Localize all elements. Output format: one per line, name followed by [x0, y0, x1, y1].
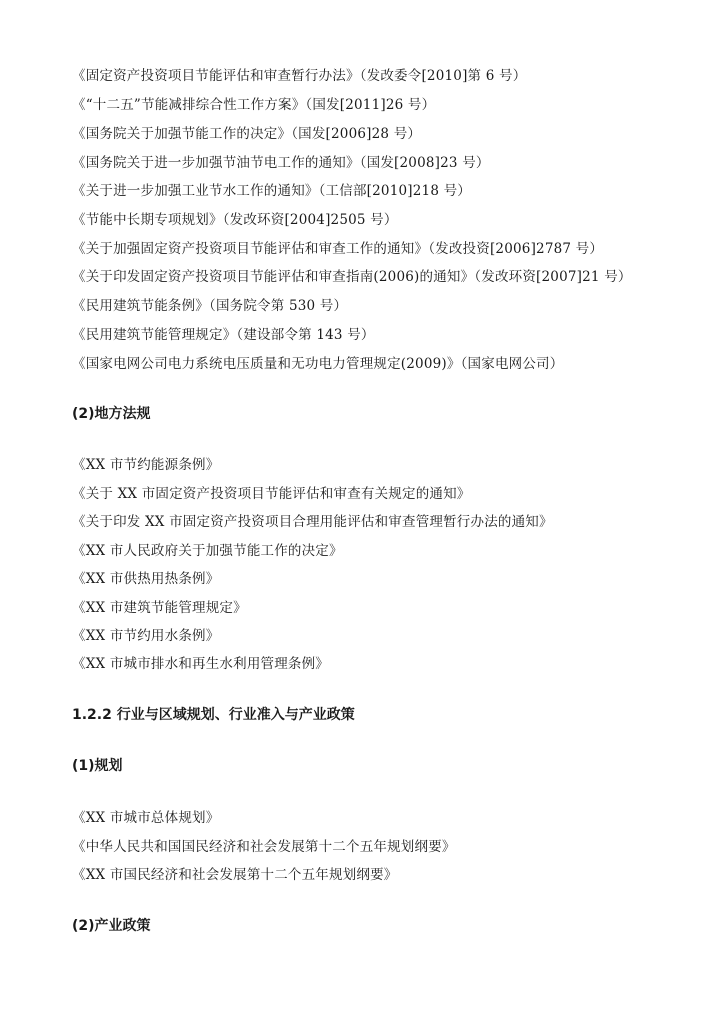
list-item: 《国务院关于进一步加强节油节电工作的通知》（国发[2008]23 号）	[72, 155, 490, 171]
list-item: 《XX 市城市排水和再生水利用管理条例》	[72, 656, 330, 672]
list-item: 《节能中长期专项规划》（发改环资[2004]2505 号）	[72, 212, 398, 228]
list-item: 《国务院关于加强节能工作的决定》（国发[2006]28 号）	[72, 126, 422, 142]
list-item: 《关于加强固定资产投资项目节能评估和审查工作的通知》（发改投资[2006]2787 号）	[72, 241, 604, 257]
list-item: 《“十二五”节能减排综合性工作方案》（国发[2011]26 号）	[72, 97, 436, 113]
list-item: 《关于进一步加强工业节水工作的通知》（工信部[2010]218 号）	[72, 183, 471, 199]
list-item: 《民用建筑节能管理规定》（建设部令第 143 号）	[72, 327, 375, 343]
list-item: 《XX 市城市总体规划》	[72, 810, 220, 826]
list-item: 《XX 市建筑节能管理规定》	[72, 600, 247, 616]
list-item: 《关于 XX 市固定资产投资项目节能评估和审查有关规定的通知》	[72, 486, 471, 502]
list-item: 《民用建筑节能条例》（国务院令第 530 号）	[72, 298, 348, 314]
list-item: 《关于印发固定资产投资项目节能评估和审查指南(2006)的通知》（发改环资[2007]21 号）	[72, 269, 632, 285]
section-heading-industry-policy: (2)产业政策	[72, 918, 151, 934]
list-item: 《XX 市国民经济和社会发展第十二个五年规划纲要》	[72, 867, 398, 883]
list-item: 《国家电网公司电力系统电压质量和无功电力管理规定(2009)》（国家电网公司）	[72, 356, 564, 372]
list-item: 《关于印发 XX 市固定资产投资项目合理用能评估和审查管理暂行办法的通知》	[72, 514, 553, 530]
list-item: 《中华人民共和国国民经济和社会发展第十二个五年规划纲要》	[72, 839, 456, 855]
list-item: 《固定资产投资项目节能评估和审查暂行办法》（发改委令[2010]第 6 号）	[72, 68, 527, 84]
section-heading-planning: (1)规划	[72, 758, 123, 774]
section-heading-1-2-2: 1.2.2 行业与区域规划、行业准入与产业政策	[72, 707, 355, 723]
list-item: 《XX 市节约能源条例》	[72, 457, 220, 473]
list-item: 《XX 市供热用热条例》	[72, 571, 220, 587]
list-item: 《XX 市节约用水条例》	[72, 628, 220, 644]
list-item: 《XX 市人民政府关于加强节能工作的决定》	[72, 543, 343, 559]
section-heading-local-regulations: (2)地方法规	[72, 406, 151, 422]
